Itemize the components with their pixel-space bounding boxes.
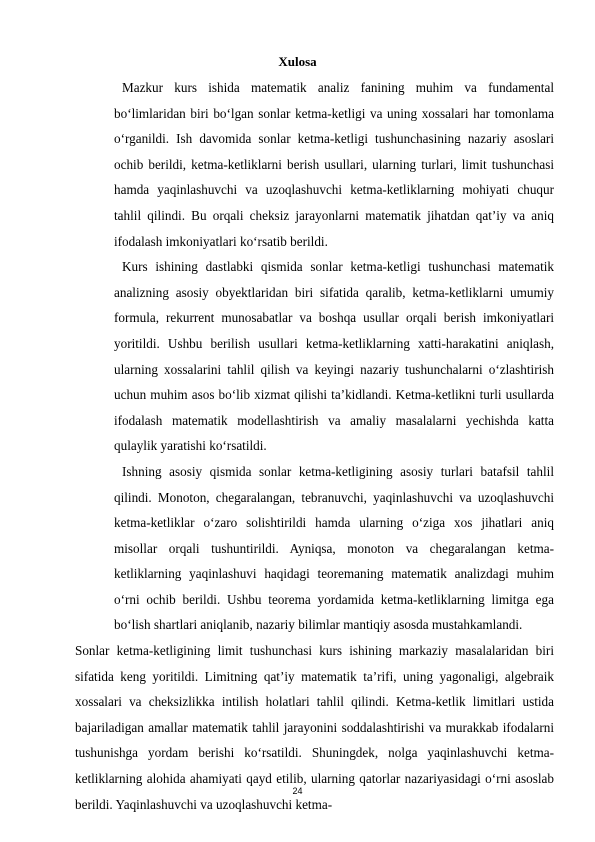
paragraph-4: Sonlar ketma-ketligining limit tushunchasi kurs ishining markaziy masalalaridan biri sifatida keng yoritildi. Limitning qat’iy matematik ta’rifi, uning yagonaligi, algebraik xossalari va cheksizlikka intilish holatlari tahlil qilindi. Ketma-ketlik limitlari ustida bajariladigan amallar matematik tahlil jarayonini soddalashtirishi va murakkab ifodalarni tushunishga yordam berishi ko‘rsatildi. Shuningdek, nolga yaqinlashuvchi ketma-ketliklarning alohida ahamiyati qayd etilib, ularning qatorlar nazariyasidagi o‘rni asoslab berildi. Yaqinlashuvchi va uzoqlashuvchi ketma-: [75, 643, 554, 812]
paragraph-1: Mazkur kurs ishida matematik analiz fanining muhim va fundamental bo‘limlaridan biri bo‘lgan sonlar ketma-ketligi va uning xossalari har tomonlama o‘rganildi. Ish davomida sonlar ketma-ketligi tushunchasining nazariy asoslari ochib berildi, ketma-ketliklarni berish usullari, ularning turlari, limit tushunchasi hamda yaqinlashuvchi va uzoqlashuvchi ketma-ketliklarning mohiyati chuqur tahlil qilindi. Bu orqali cheksiz jarayonlarni matematik jihatdan qat’iy va aniq ifodalash imkoniyatlari ko‘rsatib berildi.: [114, 80, 554, 249]
page-number: 24: [292, 786, 303, 796]
page-title: Xulosa: [278, 54, 317, 69]
paragraph-3: Ishning asosiy qismida sonlar ketma-ketligining asosiy turlari batafsil tahlil qilindi. Monoton, chegaralangan, tebranuvchi, yaqinlashuvchi va uzoqlashuvchi ketma-ketliklar o‘zaro solishtirildi hamda ularning o‘ziga xos jihatlari aniq misollar orqali tushuntirildi. Ayniqsa, monoton va chegaralangan ketma-ketliklarning yaqinlashuvi haqidagi teoremaning matematik analizdagi muhim o‘rni ochib berildi. Ushbu teorema yordamida ketma-ketliklarning limitga ega bo‘lish shartlari aniqlanib, nazariy bilimlar mantiqiy asosda mustahkamlandi.: [114, 463, 554, 633]
paragraph-2: Kurs ishining dastlabki qismida sonlar ketma-ketligi tushunchasi matematik analizning asosiy obyektlaridan biri sifatida qaralib, ketma-ketliklarni umumiy formula, rekurrent munosabatlar va boshqa usullar orqali berish imkoniyatlari yoritildi. Ushbu berilish usullari ketma-ketliklarning xatti-harakatini aniqlash, ularning xossalarini tahlil qilish va keyingi nazariy tushunchalarni o‘zlashtirish uchun muhim asos bo‘lib xizmat qilishi ta’kidlandi. Ketma-ketlikni turli usullarda ifodalash matematik modellashtirish va amaliy masalalarni yechishda katta qulaylik yaratishi ko‘rsatildi.: [114, 259, 554, 454]
body-text: [75, 75, 554, 817]
